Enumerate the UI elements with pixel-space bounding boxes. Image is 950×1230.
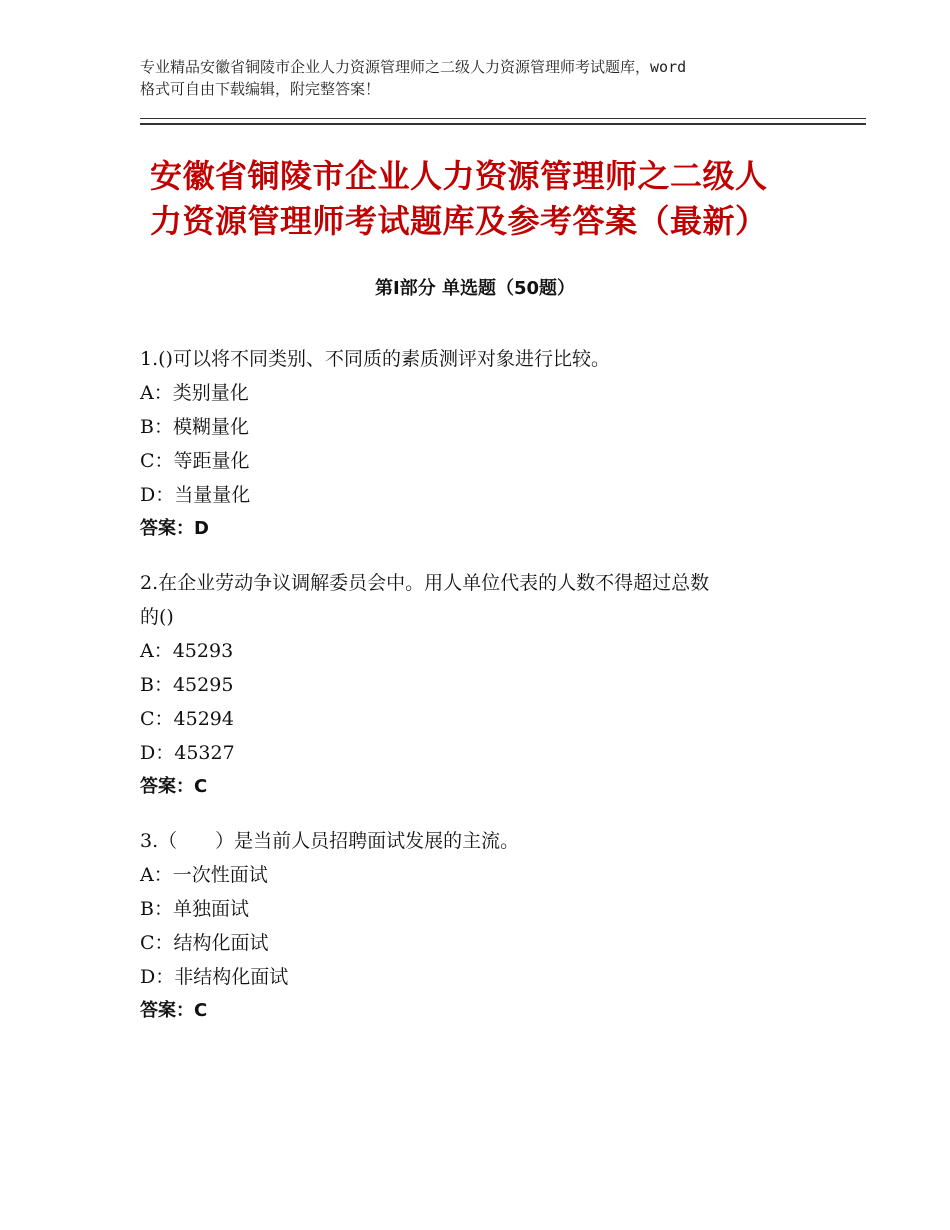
header-note <box>140 56 840 100</box>
option-d: D：45327 <box>140 742 235 764</box>
option-d: D：当量量化 <box>140 484 251 506</box>
question-stem: 3.（ ）是当前人员招聘面试发展的主流。 <box>140 830 520 852</box>
question-list <box>140 342 820 1048</box>
answer: 答案：C <box>140 1000 208 1021</box>
question-1 <box>140 342 820 546</box>
option-b: B：模糊量化 <box>140 416 249 438</box>
answer: 答案：D <box>140 518 209 539</box>
option-c: C：结构化面试 <box>140 932 269 954</box>
answer: 答案：C <box>140 776 208 797</box>
header-divider-thin <box>140 118 866 119</box>
document-title-line-2: 力资源管理师考试题库及参考答案（最新） <box>150 202 768 240</box>
option-a: A：45293 <box>140 640 234 662</box>
question-2 <box>140 566 820 804</box>
question-3 <box>140 824 820 1028</box>
document-title-line-1: 安徽省铜陵市企业人力资源管理师之二级人 <box>150 157 768 195</box>
question-stem: 1.()可以将不同类别、不同质的素质测评对象进行比较。 <box>140 348 610 370</box>
option-d: D：非结构化面试 <box>140 966 289 988</box>
question-stem-continued: 的() <box>140 606 174 628</box>
option-a: A：一次性面试 <box>140 864 268 886</box>
section-heading: 第Ⅰ部分 单选题（50题） <box>374 278 575 299</box>
option-c: C：等距量化 <box>140 450 250 472</box>
option-b: B：单独面试 <box>140 898 249 920</box>
document-title <box>150 154 850 244</box>
option-c: C：45294 <box>140 708 234 730</box>
question-stem: 2.在企业劳动争议调解委员会中。用人单位代表的人数不得超过总数 <box>140 572 710 594</box>
header-note-line-2: 格式可自由下载编辑，附完整答案！ <box>140 80 381 98</box>
header-divider-thick <box>140 123 866 125</box>
header-note-line-1: 专业精品安徽省铜陵市企业人力资源管理师之二级人力资源管理师考试题库，word <box>140 58 687 76</box>
option-b: B：45295 <box>140 674 234 696</box>
option-a: A：类别量化 <box>140 382 249 404</box>
